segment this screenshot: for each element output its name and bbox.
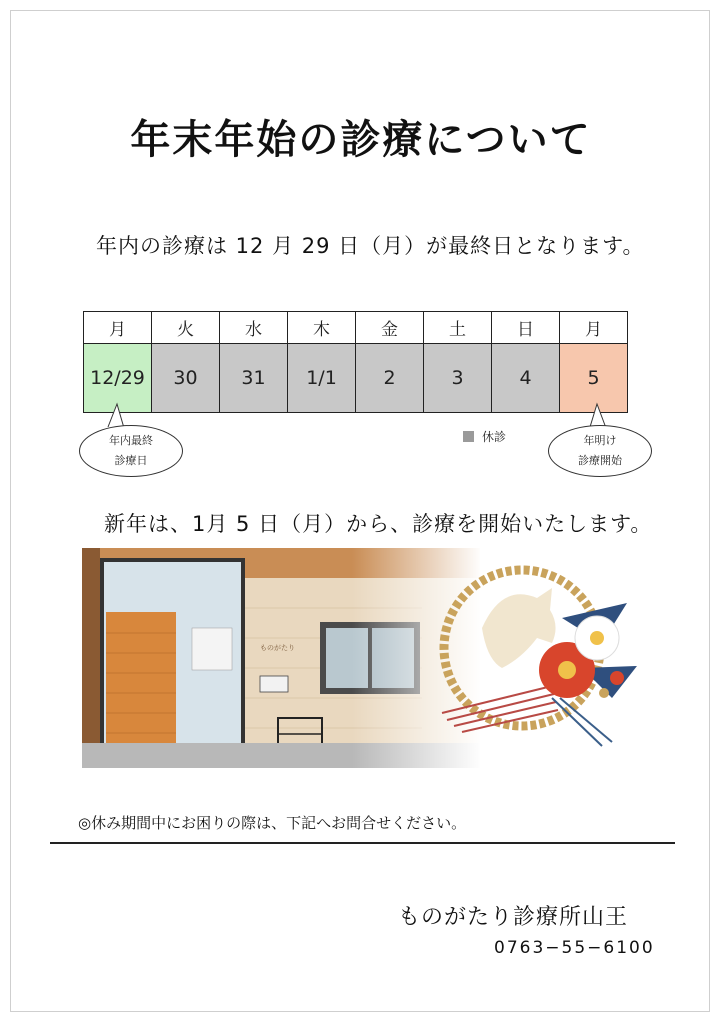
- weekday-cell: 日: [492, 312, 560, 344]
- date-cell-closed: 4: [492, 344, 560, 413]
- closed-legend: [463, 428, 506, 445]
- last-day-notice: 年内の診療は 12 月 29 日（月）が最終日となります。: [96, 234, 645, 258]
- weekday-cell: 火: [152, 312, 220, 344]
- last-day-callout: [79, 425, 183, 477]
- date-cell-last-day: 12/29: [84, 344, 152, 413]
- entrance-photo-banner: [82, 548, 642, 768]
- callout-line: 診療日: [114, 454, 148, 467]
- date-cell-closed: 3: [424, 344, 492, 413]
- weekday-cell: 月: [560, 312, 628, 344]
- building-sign-text: ものがたり: [260, 644, 295, 652]
- weekday-cell: 水: [220, 312, 288, 344]
- contact-note: ◎休み期間中にお困りの際は、下記へお問合せください。: [78, 814, 467, 832]
- date-cell-closed: 2: [356, 344, 424, 413]
- callout-line: 年明け: [583, 434, 617, 447]
- weekday-cell: 金: [356, 312, 424, 344]
- date-cell-closed: 1/1: [288, 344, 356, 413]
- clinic-entrance-photo: [82, 548, 642, 768]
- reopen-callout: [548, 425, 652, 477]
- phone-number: 0763−55−6100: [494, 938, 655, 958]
- weekday-cell: 木: [288, 312, 356, 344]
- reopen-notice: 新年は、1月 5 日（月）から、診療を開始いたします。: [104, 512, 653, 536]
- page-title: 年末年始の診療について: [130, 117, 592, 163]
- date-cell-closed: 31: [220, 344, 288, 413]
- weekday-cell: 月: [84, 312, 152, 344]
- closed-swatch: [463, 431, 474, 442]
- weekday-cell: 土: [424, 312, 492, 344]
- divider: [50, 842, 675, 844]
- callout-line: 年内最終: [109, 434, 153, 447]
- date-cell-reopen: 5: [560, 344, 628, 413]
- date-cell-closed: 30: [152, 344, 220, 413]
- legend-label: 休診: [482, 430, 507, 444]
- callout-line: 診療開始: [578, 454, 622, 467]
- clinic-name: ものがたり診療所山王: [398, 905, 629, 930]
